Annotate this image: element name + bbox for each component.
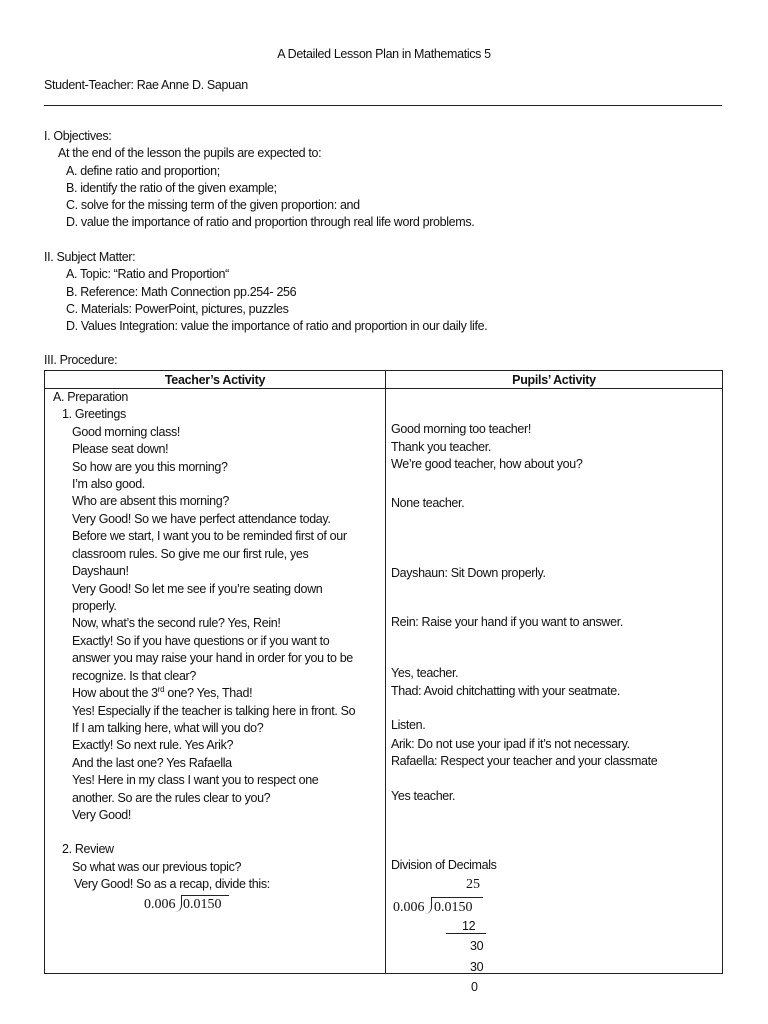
teacher-division-bar <box>181 895 229 896</box>
teacher-line: I’m also good. <box>72 477 145 491</box>
pupil-line: Good morning too teacher! <box>391 422 531 436</box>
teacher-line: A. Preparation <box>53 390 129 404</box>
pupil-line: Rafaella: Respect your teacher and your classmate <box>391 754 658 768</box>
pupil-line: Arik: Do not use your ipad if it’s not necessary. <box>391 737 630 751</box>
teacher-line: Very Good! So as a recap, divide this: <box>74 877 270 891</box>
pupil-division-underline <box>446 933 486 934</box>
pupil-division-step: 12 <box>462 919 476 933</box>
pupil-division-remainder: 0 <box>471 980 478 994</box>
teacher-line: Very Good! <box>72 808 132 822</box>
subject-matter-item: C. Materials: PowerPoint, pictures, puzzles <box>66 302 289 316</box>
pupil-division-divisor: 0.006 <box>393 900 425 915</box>
objectives-intro: At the end of the lesson the pupils are expected to: <box>58 146 322 160</box>
pupil-line: None teacher. <box>391 496 465 510</box>
objective-item: D. value the importance of ratio and proportion through real life word problems. <box>66 215 475 229</box>
subject-matter-item: D. Values Integration: value the importance of ratio and proportion in our daily life. <box>66 319 488 333</box>
teacher-line: classroom rules. So give me our first rule, yes <box>72 547 309 561</box>
objective-item: B. identify the ratio of the given example; <box>66 181 277 195</box>
pupil-line: We’re good teacher, how about you? <box>391 457 583 471</box>
student-teacher: Student-Teacher: Rae Anne D. Sapuan <box>44 78 248 92</box>
teacher-division-divisor: 0.006 <box>144 897 176 912</box>
teacher-line: 2. Review <box>62 842 114 856</box>
objective-item: C. solve for the missing term of the given proportion: and <box>66 198 360 212</box>
procedure-heading: III. Procedure: <box>44 353 118 367</box>
objective-item: A. define ratio and proportion; <box>66 164 220 178</box>
pupil-division-quotient: 25 <box>466 877 480 892</box>
teacher-line: recognize. Is that clear? <box>72 669 196 683</box>
pupil-line: Yes teacher. <box>391 789 456 803</box>
teacher-line-text: How about the 3 <box>72 686 158 700</box>
teacher-line: answer you may raise your hand in order for you to be <box>72 651 353 665</box>
pupil-line: Rein: Raise your hand if you want to answer. <box>391 615 623 629</box>
teacher-line: Exactly! So next rule. Yes Arik? <box>72 738 234 752</box>
teacher-line: Very Good! So we have perfect attendance today. <box>72 512 331 526</box>
pupil-line: Listen. <box>391 718 426 732</box>
teacher-line: So what was our previous topic? <box>72 860 242 874</box>
teacher-line: Very Good! So let me see if you’re seating down <box>72 582 323 596</box>
teacher-division-dividend: 0.0150 <box>183 897 222 912</box>
subject-matter-heading: II. Subject Matter: <box>44 250 136 264</box>
teacher-line: Now, what’s the second rule? Yes, Rein! <box>72 616 281 630</box>
teacher-line: If I am talking here, what will you do? <box>72 721 264 735</box>
objectives-heading: I. Objectives: <box>44 129 112 143</box>
teacher-line: And the last one? Yes Rafaella <box>72 756 232 770</box>
pupil-division-step: 30 <box>470 960 484 974</box>
pupil-line: Dayshaun: Sit Down properly. <box>391 566 546 580</box>
pupil-line: Division of Decimals <box>391 858 497 872</box>
teacher-line: 1. Greetings <box>62 407 126 421</box>
table-header-line <box>45 388 722 389</box>
teacher-line <box>72 685 252 701</box>
teacher-line: another. So are the rules clear to you? <box>72 791 271 805</box>
header-rule <box>44 105 722 106</box>
teacher-column-header: Teacher’s Activity <box>164 373 266 387</box>
teacher-line-text: one? Yes, Thad! <box>167 686 253 700</box>
pupil-division-bar <box>431 897 483 898</box>
page-title: A Detailed Lesson Plan in Mathematics 5 <box>277 47 491 61</box>
teacher-line: properly. <box>72 599 117 613</box>
subject-matter-item: A. Topic: “Ratio and Proportion“ <box>66 267 229 281</box>
teacher-line: Before we start, I want you to be reminded first of our <box>72 529 347 543</box>
teacher-line: Yes! Especially if the teacher is talking here in front. So <box>72 704 356 718</box>
pupil-line: Thad: Avoid chitchatting with your seatmate. <box>391 684 620 698</box>
pupils-column-header: Pupils’ Activity <box>512 373 596 387</box>
subject-matter-item: B. Reference: Math Connection pp.254- 256 <box>66 285 297 299</box>
pupil-division-dividend: 0.0150 <box>434 900 473 915</box>
teacher-line: Exactly! So if you have questions or if you want to <box>72 634 330 648</box>
teacher-line: Dayshaun! <box>72 564 129 578</box>
pupil-line: Yes, teacher. <box>391 666 459 680</box>
teacher-line: Good morning class! <box>72 425 180 439</box>
teacher-line: Yes! Here in my class I want you to respect one <box>72 773 319 787</box>
teacher-line: Please seat down! <box>72 442 169 456</box>
table-column-divider <box>385 371 386 973</box>
teacher-line: Who are absent this morning? <box>72 494 229 508</box>
pupil-line: Thank you teacher. <box>391 440 492 454</box>
teacher-line: So how are you this morning? <box>72 460 228 474</box>
ordinal-suffix: rd <box>157 684 165 694</box>
pupil-division-step: 30 <box>470 939 484 953</box>
